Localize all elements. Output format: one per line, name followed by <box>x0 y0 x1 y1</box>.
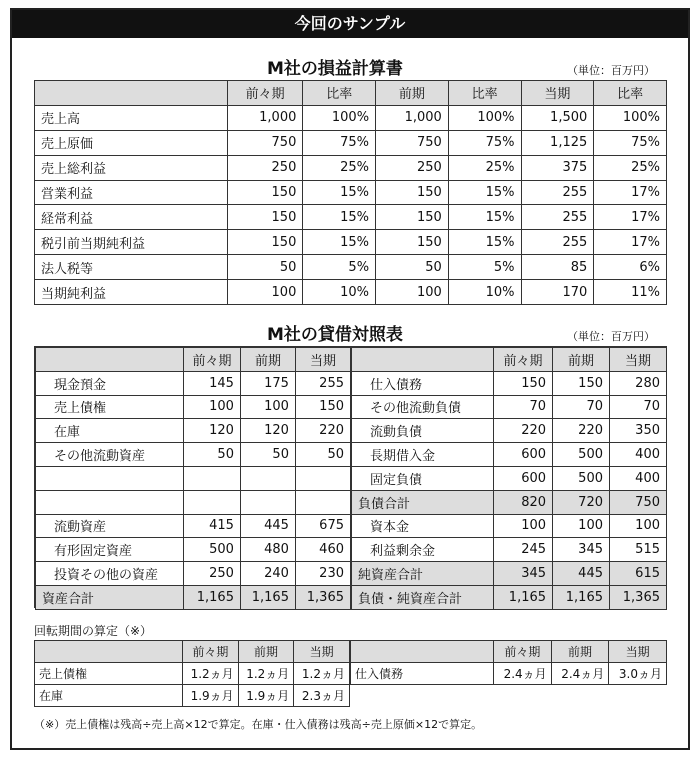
value-cell: 11% <box>594 280 667 305</box>
value-cell: 100% <box>303 105 376 130</box>
value-cell: 17% <box>594 205 667 230</box>
value-cell: 170 <box>521 280 594 305</box>
value-cell <box>184 490 241 514</box>
turnover-note: （※）売上債権は残高÷売上高×12で算定。在庫・仕入債務は残高÷売上原価×12で算定。 <box>34 718 483 731</box>
value-cell: 1,500 <box>521 105 594 130</box>
table-row <box>352 585 667 609</box>
value-cell: 15% <box>448 180 521 205</box>
value-cell: 500 <box>553 466 610 490</box>
pl-header-cell: 当期 <box>521 81 594 106</box>
table-row <box>36 466 351 490</box>
bs-header-cell: 前期 <box>553 348 610 372</box>
value-cell: 150 <box>494 371 553 395</box>
table-row <box>352 490 667 514</box>
value-cell: 120 <box>240 419 295 443</box>
row-label: 資産合計 <box>36 585 184 609</box>
value-cell: 445 <box>240 514 295 538</box>
value-cell: 25% <box>594 155 667 180</box>
value-cell: 70 <box>494 395 553 419</box>
table-row <box>36 371 351 395</box>
row-label: 税引前当期純利益 <box>35 230 228 255</box>
value-cell: 255 <box>295 371 350 395</box>
table-row <box>35 180 667 205</box>
pl-unit: （単位：百万円） <box>567 64 655 77</box>
bs-container <box>34 346 667 608</box>
value-cell: 2.4ヵ月 <box>551 663 609 685</box>
bs-unit: （単位：百万円） <box>567 330 655 343</box>
row-label: 純資産合計 <box>352 562 494 586</box>
table-row <box>352 514 667 538</box>
value-cell: 17% <box>594 180 667 205</box>
table-row <box>352 562 667 586</box>
value-cell: 50 <box>184 443 241 467</box>
row-label: 売上高 <box>35 105 228 130</box>
table-row <box>36 490 351 514</box>
value-cell: 70 <box>553 395 610 419</box>
value-cell: 2.4ヵ月 <box>494 663 552 685</box>
value-cell: 145 <box>184 371 241 395</box>
value-cell: 280 <box>610 371 667 395</box>
value-cell: 50 <box>240 443 295 467</box>
value-cell: 375 <box>521 155 594 180</box>
value-cell: 100 <box>610 514 667 538</box>
bs-header-cell: 当期 <box>610 348 667 372</box>
turn-header-cell: 前期 <box>551 641 609 663</box>
value-cell: 250 <box>228 155 303 180</box>
value-cell: 50 <box>295 443 350 467</box>
banner-title: 今回のサンプル <box>12 10 688 38</box>
table-row <box>36 443 351 467</box>
value-cell <box>184 466 241 490</box>
row-label: 利益剰余金 <box>352 538 494 562</box>
value-cell: 100 <box>553 514 610 538</box>
value-cell: 75% <box>448 130 521 155</box>
table-row <box>36 585 351 609</box>
bs-header-cell: 前々期 <box>494 348 553 372</box>
value-cell: 2.3ヵ月 <box>294 685 350 707</box>
value-cell: 1.9ヵ月 <box>183 685 239 707</box>
row-label: 有形固定資産 <box>36 538 184 562</box>
table-row <box>35 155 667 180</box>
value-cell: 100 <box>228 280 303 305</box>
row-label: 在庫 <box>36 419 184 443</box>
value-cell: 15% <box>303 205 376 230</box>
row-label: 法人税等 <box>35 255 228 280</box>
value-cell: 15% <box>303 230 376 255</box>
value-cell: 1,165 <box>494 585 553 609</box>
row-label: 在庫 <box>35 685 183 707</box>
value-cell: 1.2ヵ月 <box>183 663 239 685</box>
value-cell: 250 <box>376 155 449 180</box>
value-cell: 1,000 <box>228 105 303 130</box>
table-row <box>352 538 667 562</box>
value-cell: 350 <box>610 419 667 443</box>
bs-title: M社の貸借対照表 <box>267 325 403 345</box>
value-cell: 255 <box>521 205 594 230</box>
bs-header-row <box>352 348 667 372</box>
value-cell: 75% <box>303 130 376 155</box>
value-cell: 400 <box>610 466 667 490</box>
bs-header-row <box>36 348 351 372</box>
table-row <box>35 685 350 707</box>
value-cell: 10% <box>303 280 376 305</box>
value-cell: 100 <box>376 280 449 305</box>
table-row <box>352 466 667 490</box>
value-cell: 1.2ヵ月 <box>238 663 294 685</box>
pl-table <box>34 80 667 305</box>
value-cell: 255 <box>521 230 594 255</box>
pl-header-row <box>35 81 667 106</box>
pl-header-cell: 比率 <box>448 81 521 106</box>
value-cell: 460 <box>295 538 350 562</box>
value-cell: 345 <box>553 538 610 562</box>
row-label: 固定負債 <box>352 466 494 490</box>
row-label: 負債合計 <box>352 490 494 514</box>
turn-header-cell: 当期 <box>609 641 667 663</box>
bs-header-cell: 当期 <box>295 348 350 372</box>
row-label: 営業利益 <box>35 180 228 205</box>
value-cell: 10% <box>448 280 521 305</box>
value-cell: 480 <box>240 538 295 562</box>
sample-frame <box>10 8 690 750</box>
value-cell: 1.9ヵ月 <box>238 685 294 707</box>
value-cell: 230 <box>295 562 350 586</box>
value-cell: 150 <box>228 180 303 205</box>
value-cell: 220 <box>494 419 553 443</box>
table-row <box>35 130 667 155</box>
value-cell: 75% <box>594 130 667 155</box>
value-cell: 100 <box>184 395 241 419</box>
value-cell: 675 <box>295 514 350 538</box>
value-cell: 25% <box>448 155 521 180</box>
turnover-title: 回転期間の算定（※） <box>34 624 153 638</box>
turn-header-blank <box>35 641 183 663</box>
table-row <box>36 538 351 562</box>
table-row <box>36 514 351 538</box>
value-cell: 1,165 <box>553 585 610 609</box>
value-cell: 720 <box>553 490 610 514</box>
row-label: 仕入債務 <box>352 371 494 395</box>
value-cell: 500 <box>184 538 241 562</box>
value-cell: 150 <box>295 395 350 419</box>
value-cell: 5% <box>448 255 521 280</box>
value-cell: 70 <box>610 395 667 419</box>
turn-header-blank <box>351 641 494 663</box>
value-cell: 150 <box>376 180 449 205</box>
value-cell: 515 <box>610 538 667 562</box>
bs-header-cell: 前期 <box>240 348 295 372</box>
value-cell: 1,125 <box>521 130 594 155</box>
value-cell: 600 <box>494 466 553 490</box>
turn-header-cell: 前期 <box>238 641 294 663</box>
table-row <box>352 395 667 419</box>
table-row <box>35 255 667 280</box>
turn-header-cell: 前々期 <box>494 641 552 663</box>
row-label: 流動負債 <box>352 419 494 443</box>
value-cell: 255 <box>521 180 594 205</box>
value-cell <box>240 490 295 514</box>
row-label: 現金預金 <box>36 371 184 395</box>
row-label: その他流動資産 <box>36 443 184 467</box>
row-label <box>36 490 184 514</box>
value-cell: 15% <box>303 180 376 205</box>
turnover-left-table <box>34 640 350 707</box>
row-label: 仕入債務 <box>351 663 494 685</box>
value-cell: 150 <box>553 371 610 395</box>
row-label: その他流動負債 <box>352 395 494 419</box>
table-row <box>352 371 667 395</box>
table-row <box>36 562 351 586</box>
pl-header-cell: 比率 <box>303 81 376 106</box>
pl-header-blank <box>35 81 228 106</box>
value-cell: 85 <box>521 255 594 280</box>
table-row <box>351 663 667 685</box>
value-cell: 250 <box>184 562 241 586</box>
row-label: 投資その他の資産 <box>36 562 184 586</box>
row-label: 売上総利益 <box>35 155 228 180</box>
value-cell: 615 <box>610 562 667 586</box>
value-cell: 1,165 <box>240 585 295 609</box>
table-row <box>35 205 667 230</box>
value-cell: 150 <box>376 205 449 230</box>
bs-liabilities-table <box>351 347 667 610</box>
value-cell: 400 <box>610 443 667 467</box>
bs-header-blank <box>36 348 184 372</box>
value-cell: 1,000 <box>376 105 449 130</box>
value-cell: 240 <box>240 562 295 586</box>
pl-header-cell: 前々期 <box>228 81 303 106</box>
value-cell: 25% <box>303 155 376 180</box>
row-label: 資本金 <box>352 514 494 538</box>
row-label: 長期借入金 <box>352 443 494 467</box>
row-label: 売上原価 <box>35 130 228 155</box>
value-cell: 220 <box>553 419 610 443</box>
turn-header-cell: 前々期 <box>183 641 239 663</box>
value-cell: 17% <box>594 230 667 255</box>
value-cell: 120 <box>184 419 241 443</box>
table-row <box>35 280 667 305</box>
table-row <box>36 395 351 419</box>
pl-header-cell: 前期 <box>376 81 449 106</box>
bs-header-blank <box>352 348 494 372</box>
value-cell: 150 <box>228 205 303 230</box>
table-row <box>35 105 667 130</box>
value-cell: 500 <box>553 443 610 467</box>
value-cell: 100 <box>240 395 295 419</box>
value-cell: 445 <box>553 562 610 586</box>
bs-header-cell: 前々期 <box>184 348 241 372</box>
value-cell: 220 <box>295 419 350 443</box>
value-cell: 5% <box>303 255 376 280</box>
row-label: 経常利益 <box>35 205 228 230</box>
value-cell: 15% <box>448 230 521 255</box>
value-cell: 3.0ヵ月 <box>609 663 667 685</box>
row-label: 当期純利益 <box>35 280 228 305</box>
value-cell: 1,365 <box>295 585 350 609</box>
value-cell: 750 <box>228 130 303 155</box>
value-cell: 100% <box>594 105 667 130</box>
table-row <box>352 419 667 443</box>
row-label: 流動資産 <box>36 514 184 538</box>
row-label: 負債・純資産合計 <box>352 585 494 609</box>
table-row <box>352 443 667 467</box>
value-cell: 6% <box>594 255 667 280</box>
row-label: 売上債権 <box>36 395 184 419</box>
row-label <box>36 466 184 490</box>
row-label: 売上債権 <box>35 663 183 685</box>
value-cell: 1.2ヵ月 <box>294 663 350 685</box>
value-cell <box>240 466 295 490</box>
value-cell: 600 <box>494 443 553 467</box>
value-cell: 750 <box>610 490 667 514</box>
table-row <box>36 419 351 443</box>
value-cell <box>295 466 350 490</box>
value-cell: 100 <box>494 514 553 538</box>
value-cell: 50 <box>376 255 449 280</box>
value-cell: 820 <box>494 490 553 514</box>
value-cell: 175 <box>240 371 295 395</box>
turn-header-row <box>351 641 667 663</box>
pl-title: M社の損益計算書 <box>267 59 403 79</box>
value-cell: 750 <box>376 130 449 155</box>
value-cell: 245 <box>494 538 553 562</box>
turnover-right-table <box>350 640 667 685</box>
value-cell: 1,165 <box>184 585 241 609</box>
value-cell: 15% <box>448 205 521 230</box>
value-cell: 345 <box>494 562 553 586</box>
table-row <box>35 663 350 685</box>
value-cell: 150 <box>376 230 449 255</box>
turn-header-row <box>35 641 350 663</box>
value-cell: 1,365 <box>610 585 667 609</box>
value-cell: 50 <box>228 255 303 280</box>
value-cell: 100% <box>448 105 521 130</box>
value-cell: 415 <box>184 514 241 538</box>
value-cell <box>295 490 350 514</box>
turn-header-cell: 当期 <box>294 641 350 663</box>
bs-assets-table <box>35 347 351 610</box>
value-cell: 150 <box>228 230 303 255</box>
table-row <box>35 230 667 255</box>
pl-header-cell: 比率 <box>594 81 667 106</box>
